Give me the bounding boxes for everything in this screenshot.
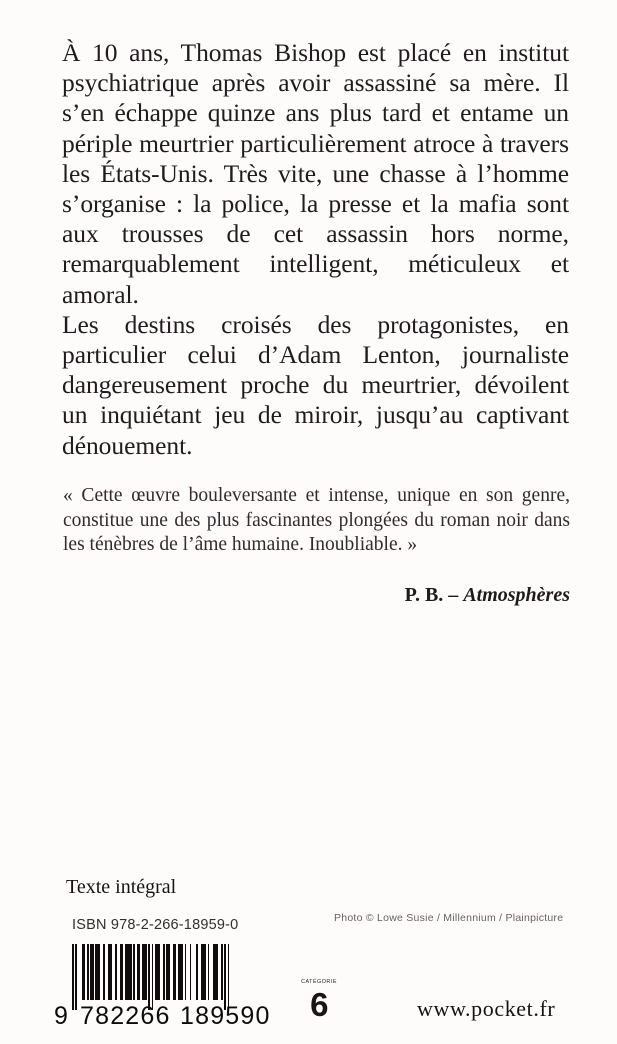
- press-quote: [63, 484, 570, 558]
- barcode-left-group: 782266: [80, 1002, 171, 1030]
- barcode-bars: [72, 944, 288, 1006]
- barcode-digits: [52, 1002, 288, 1032]
- texte-integral-label: Texte intégral: [66, 876, 177, 898]
- ean13-barcode: [52, 944, 288, 1036]
- press-quote-text: « Cette œuvre bouleversante et intense, unique en son genre, constitue une des plus fascinantes plongées du roman noir dans les ténèbres de l’âme humaine. Inoubliable. »: [63, 485, 570, 556]
- category-number: 6: [310, 986, 328, 1023]
- barcode-lead-digit: 9: [54, 1002, 70, 1030]
- barcode-right-group: 189590: [180, 1002, 271, 1030]
- attribution-initials: P. B. –: [404, 584, 464, 606]
- isbn-text: ISBN 978-2-266-18959-0: [72, 917, 239, 933]
- barcode-bar: [228, 944, 230, 1010]
- category-label: CATÉGORIE: [301, 979, 337, 985]
- photo-credit: Photo © Lowe Susie / Millennium / Plainpicture: [334, 912, 564, 924]
- press-quote-attribution: [63, 584, 570, 606]
- publisher-website: www.pocket.fr: [417, 996, 556, 1021]
- barcode-bar: [125, 944, 132, 1000]
- blurb-paragraph-2: Les destins croisés des protagonistes, en particulier celui d’Adam Lenton, journaliste dangereusement proche du meurtrier, dévoilent un inquiétant jeu de miroir, jusqu’au captivant dénouement.: [62, 309, 569, 460]
- book-blurb: [62, 38, 569, 461]
- attribution-publication: Atmosphères: [463, 584, 570, 606]
- blurb-paragraph-1: À 10 ans, Thomas Bishop est placé en institut psychiatrique après avoir assassiné sa mère. Il s’en échappe quinze ans plus tard et entame un périple meurtrier particulièrement atroce à travers les États-Unis. Très vite, une chasse à l’homme s’organise : la police, la presse et la mafia sont aux trousses de cet assassin hors norme, remarquablement intelligent, méticuleux et amoral.: [62, 38, 569, 309]
- category-mark: [297, 979, 341, 1029]
